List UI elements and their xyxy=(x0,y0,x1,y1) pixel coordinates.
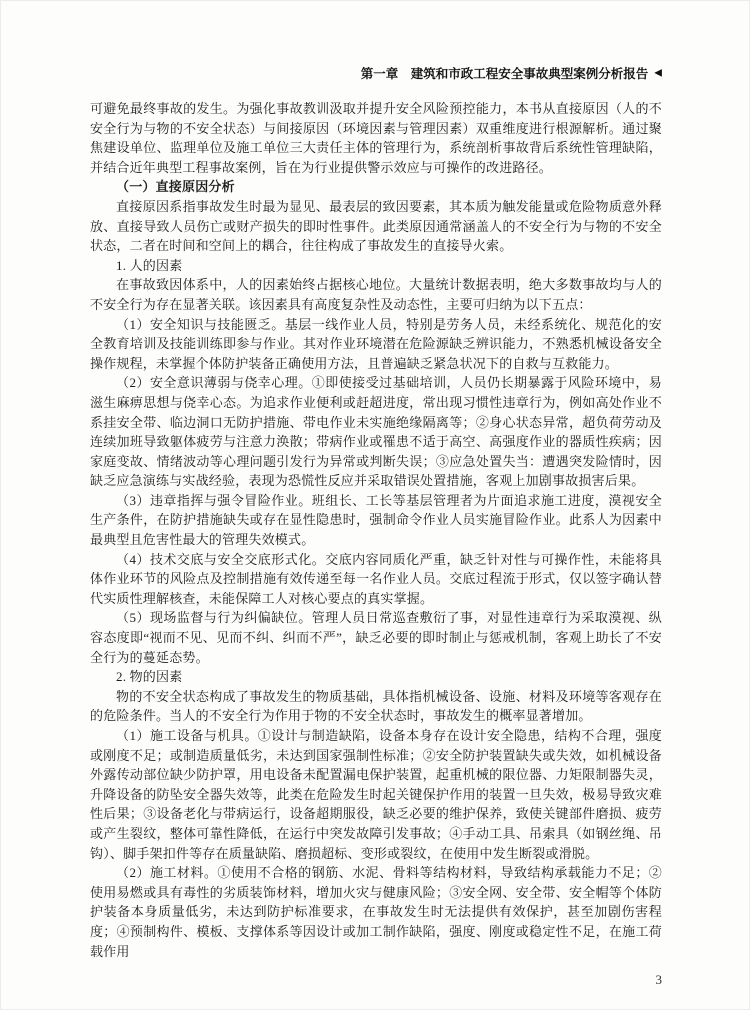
paragraph: （2）安全意识薄弱与侥幸心理。①即使接受过基础培训，人员仍长期暴露于风险环境中，易滋生麻痹思想与侥幸心态。为追求作业便利或赶超进度，常出现习惯性违章行为，例如高处作业不系挂安全带、临边洞口无防护措施、带电作业未实施绝缘隔离等；②身心状态异常，超负荷劳动及连续加班导致躯体疲劳与注意力涣散；带病作业或罹患不适于高空、高强度作业的器质性疾病；因家庭变故、情绪波动等心理问题引发行为异常或判断失误；③应急处置失当：遭遇突发险情时，因缺乏应急演练与实战经验，表现为恐慌性反应并采取错误处置措施，客观上加剧事故损害后果。 xyxy=(90,375,662,489)
page-header xyxy=(90,64,662,82)
paragraph: （5）现场监督与行为纠偏缺位。管理人员日常巡查敷衍了事，对显性违章行为采取漠视、纵容态度即“视而不见、见而不纠、纠而不严”，缺乏必要的即时制止与惩戒机制，客观上助长了不安全行为的蔓延态势。 xyxy=(90,610,662,665)
section-heading: 1. 人的因素 xyxy=(116,257,183,273)
paragraph: 可避免最终事故的发生。为强化事故教训汲取并提升安全风险预控能力，本书从直接原因（人的不安全行为与物的不安全状态）与间接原因（环境因素与管理因素）双重维度进行根源解析。通过聚焦建设单位、监理单位及施工单位三大责任主体的管理行为，系统剖析事故背后系统性管理缺陷，并结合近年典型工程事故案例，旨在为行业提供警示效应与可操作的改进路径。 xyxy=(90,101,662,175)
paragraph: （1）施工设备与机具。①设计与制造缺陷，设备本身存在设计安全隐患，结构不合理，强度或刚度不足；或制造质量低劣，未达到国家强制性标准；②安全防护装置缺失或失效，如机械设备外露传动部位缺少防护罩，用电设备未配置漏电保护装置，起重机械的限位器、力矩限制器失灵，升降设备的防坠安全器失效等，此类在危险发生时起关键保护作用的装置一旦失效，极易导致灾难性后果；③设备老化与带病运行，设备超期服役，缺乏必要的维护保养，致使关键部件磨损、疲劳或产生裂纹，整体可靠性降低，在运行中突发故障引发事故；④手动工具、吊索具（如钢丝绳、吊钩）、脚手架扣件等存在质量缺陷、磨损超标、变形或裂纹，在使用中发生断裂或滑脱。 xyxy=(90,728,662,861)
paragraph: （3）违章指挥与强令冒险作业。班组长、工长等基层管理者为片面追求施工进度，漠视安全生产条件，在防护措施缺失或存在显性隐患时，强制命令作业人员实施冒险作业。此系人为因素中最典型且危害性最大的管理失效模式。 xyxy=(90,492,662,548)
header-arrow-icon: ◀ xyxy=(654,67,662,79)
paragraph: （4）技术交底与安全交底形式化。交底内容同质化严重，缺乏针对性与可操作性，未能将具体作业环节的风险点及控制措施有效传递至每一名作业人员。交底过程流于形式，仅以签字确认替代实质性理解核查，未能保障工人对核心要点的真实掌握。 xyxy=(90,551,662,606)
paragraph: （2）施工材料。①使用不合格的钢筋、水泥、骨料等结构材料，导致结构承载能力不足；②使用易燃或具有毒性的劣质装饰材料，增加火灾与健康风险；③安全网、安全带、安全帽等个体防护装备本身质量低劣，未达到防护标准要求，在事故发生时无法提供有效保护，甚至加剧伤害程度；④预制构件、模板、支撑体系等因设计或加工制作缺陷，强度、刚度或稳定性不足，在施工荷载作用 xyxy=(90,865,662,959)
section-heading: 2. 物的因素 xyxy=(116,669,183,685)
paragraph: 在事故致因体系中，人的因素始终占据核心地位。大量统计数据表明，绝大多数事故均与人的不安全行为存在显著关联。该因素具有高度复杂性及动态性，主要可归纳为以下五点： xyxy=(90,277,662,312)
paragraph: 直接原因系指事故发生时最为显见、最表层的致因要素，其本质为触发能量或危险物质意外释放、直接导致人员伤亡或财产损失的即时性事件。此类原因通常涵盖人的不安全行为与物的不安全状态，二者在时间和空间上的耦合，往往构成了事故发生的直接导火索。 xyxy=(90,198,662,254)
section-heading: （一）直接原因分析 xyxy=(116,179,235,195)
chapter-label: 第一章 xyxy=(360,67,399,81)
paragraph: 物的不安全状态构成了事故发生的物质基础，具体指机械设备、设施、材料及环境等客观存在的危险条件。当人的不安全行为作用于物的不安全状态时，事故发生的概率显著增加。 xyxy=(90,688,662,724)
paragraph: （1）安全知识与技能匮乏。基层一线作业人员，特别是劳务人员，未经系统化、规范化的安全教育培训及技能训练即参与作业。其对作业环境潜在危险源缺乏辨识能力，不熟悉机械设备安全操作规程，未掌握个体防护装备正确使用方法，且普遍缺乏紧急状况下的自救与互救能力。 xyxy=(90,316,662,371)
page-number: 3 xyxy=(655,972,662,987)
chapter-title: 建筑和市政工程安全事故典型案例分析报告 xyxy=(410,67,649,81)
page-content xyxy=(90,99,662,961)
